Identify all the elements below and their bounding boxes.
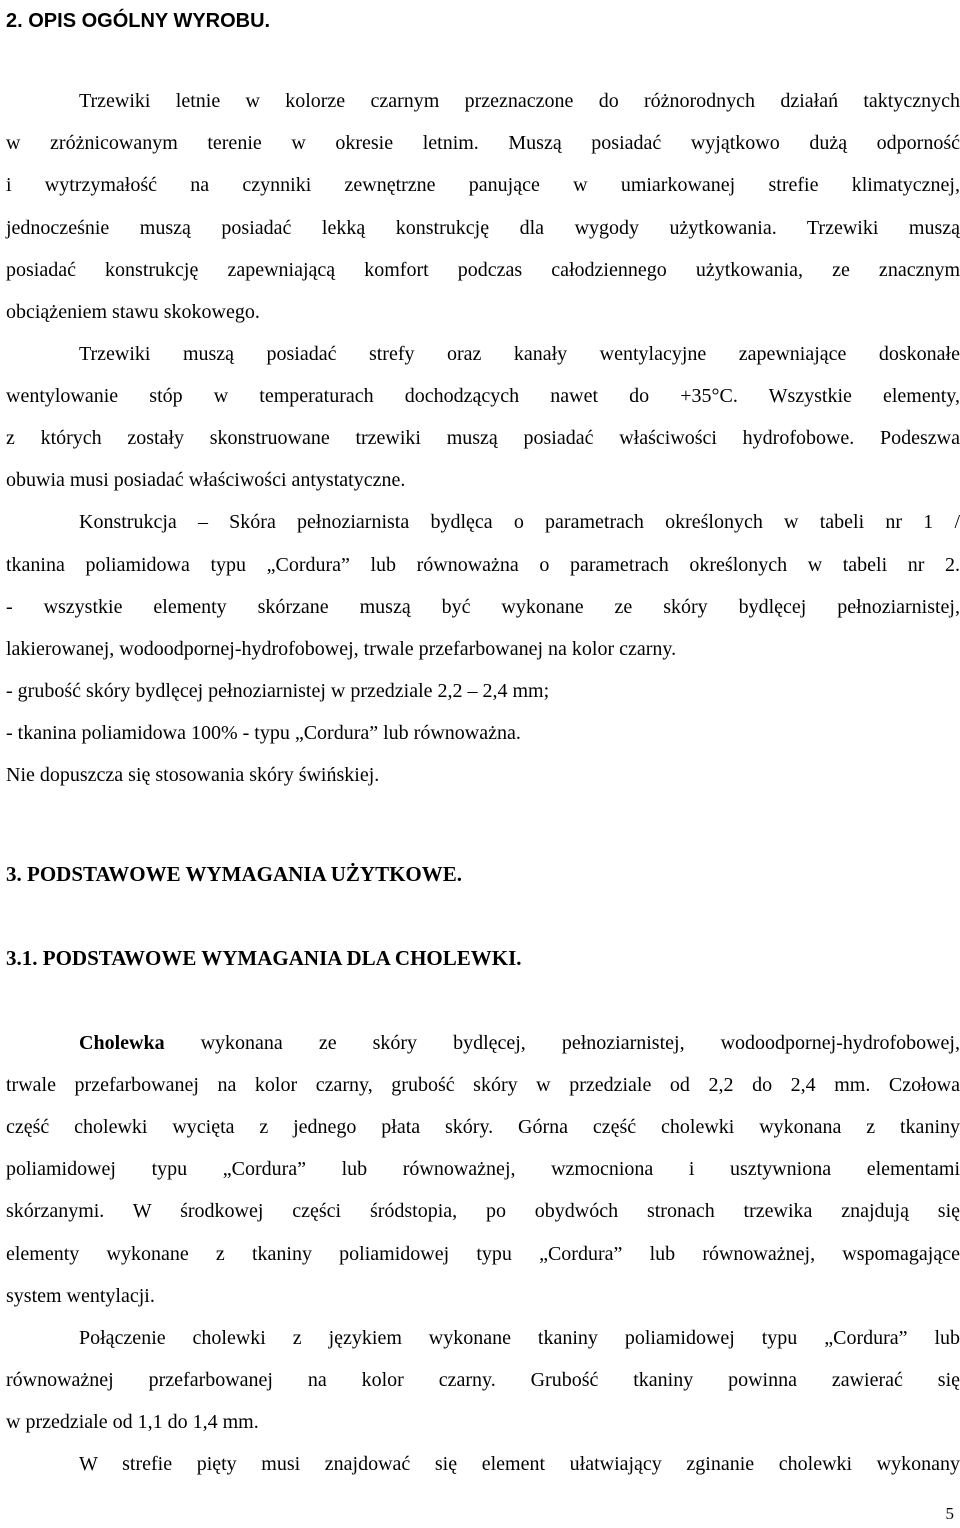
paragraph-line: część cholewki wycięta z jednego płata skóry. Górna część cholewki wykonana z tkaniny xyxy=(6,1116,960,1138)
paragraph-line: system wentylacji. xyxy=(6,1285,155,1307)
paragraph-line: elementy wykonane z tkaniny poliamidowej typu „Cordura” lub równoważnej, wspomagające xyxy=(6,1243,960,1265)
page-number: 5 xyxy=(945,1504,954,1523)
paragraph-line: skórzanymi. W środkowej części śródstopia, po obydwóch stronach trzewika znajdują się xyxy=(6,1200,960,1222)
paragraph-line: - grubość skóry bydlęcej pełnoziarnistej w przedziale 2,2 – 2,4 mm; xyxy=(6,680,550,702)
paragraph-line: wentylowanie stóp w temperaturach dochodzących nawet do +35°C. Wszystkie elementy, xyxy=(6,385,960,407)
paragraph-line: w zróżnicowanym terenie w okresie letnim. Muszą posiadać wyjątkowo dużą odporność xyxy=(6,132,960,154)
paragraph-line: w przedziale od 1,1 do 1,4 mm. xyxy=(6,1411,259,1433)
paragraph-line: posiadać konstrukcję zapewniającą komfort podczas całodziennego użytkowania, ze znacznym xyxy=(6,259,960,281)
term-cholewka: Cholewka xyxy=(79,1032,165,1054)
paragraph-line: Połączenie cholewki z językiem wykonane tkaniny poliamidowej typu „Cordura” lub xyxy=(79,1327,960,1349)
paragraph-line: równoważnej przefarbowanej na kolor czarny. Grubość tkaniny powinna zawierać się xyxy=(6,1369,960,1391)
paragraph-line: trwale przefarbowanej na kolor czarny, grubość skóry w przedziale od 2,2 do 2,4 mm. Czołowa xyxy=(6,1074,960,1096)
section-heading-2: 2. OPIS OGÓLNY WYROBU. xyxy=(6,10,271,32)
paragraph-line: i wytrzymałość na czynniki zewnętrzne panujące w umiarkowanej strefie klimatycznej, xyxy=(6,174,960,196)
paragraph-line: - tkanina poliamidowa 100% - typu „Cordura” lub równoważna. xyxy=(6,722,521,744)
paragraph-line: - wszystkie elementy skórzane muszą być wykonane ze skóry bydlęcej pełnoziarnistej, xyxy=(6,596,960,618)
paragraph-line: Trzewiki letnie w kolorze czarnym przeznaczone do różnorodnych działań taktycznych xyxy=(79,90,960,112)
paragraph-line: z których zostały skonstruowane trzewiki muszą posiadać właściwości hydrofobowe. Podeszwa xyxy=(6,427,960,449)
paragraph-line: Nie dopuszcza się stosowania skóry świńskiej. xyxy=(6,764,380,786)
paragraph-line: lakierowanej, wodoodpornej-hydrofobowej, trwale przefarbowanej na kolor czarny. xyxy=(6,638,677,660)
paragraph-line xyxy=(79,1030,960,1056)
section-heading-3: 3. PODSTAWOWE WYMAGANIA UŻYTKOWE. xyxy=(6,862,463,886)
paragraph-line: obuwia musi posiadać właściwości antystatyczne. xyxy=(6,469,406,491)
subsection-heading-3-1: 3.1. PODSTAWOWE WYMAGANIA DLA CHOLEWKI. xyxy=(6,946,522,970)
paragraph-line: Trzewiki muszą posiadać strefy oraz kanały wentylacyjne zapewniające doskonałe xyxy=(79,343,960,365)
paragraph-line: obciążeniem stawu skokowego. xyxy=(6,301,260,323)
paragraph-line: Konstrukcja – Skóra pełnoziarnista bydlęca o parametrach określonych w tabeli nr 1 / xyxy=(79,511,960,533)
paragraph-line: W strefie pięty musi znajdować się element ułatwiający zginanie cholewki wykonany xyxy=(79,1453,960,1475)
paragraph-line: jednocześnie muszą posiadać lekką konstrukcję dla wygody użytkowania. Trzewiki muszą xyxy=(6,217,960,239)
paragraph-line-text: wykonana ze skóry bydlęcej, pełnoziarnistej, wodoodpornej-hydrofobowej, xyxy=(164,1032,960,1054)
paragraph-line: poliamidowej typu „Cordura” lub równoważnej, wzmocniona i usztywniona elementami xyxy=(6,1158,960,1180)
paragraph-line: tkanina poliamidowa typu „Cordura” lub równoważna o parametrach określonych w tabeli nr 2. xyxy=(6,554,960,576)
